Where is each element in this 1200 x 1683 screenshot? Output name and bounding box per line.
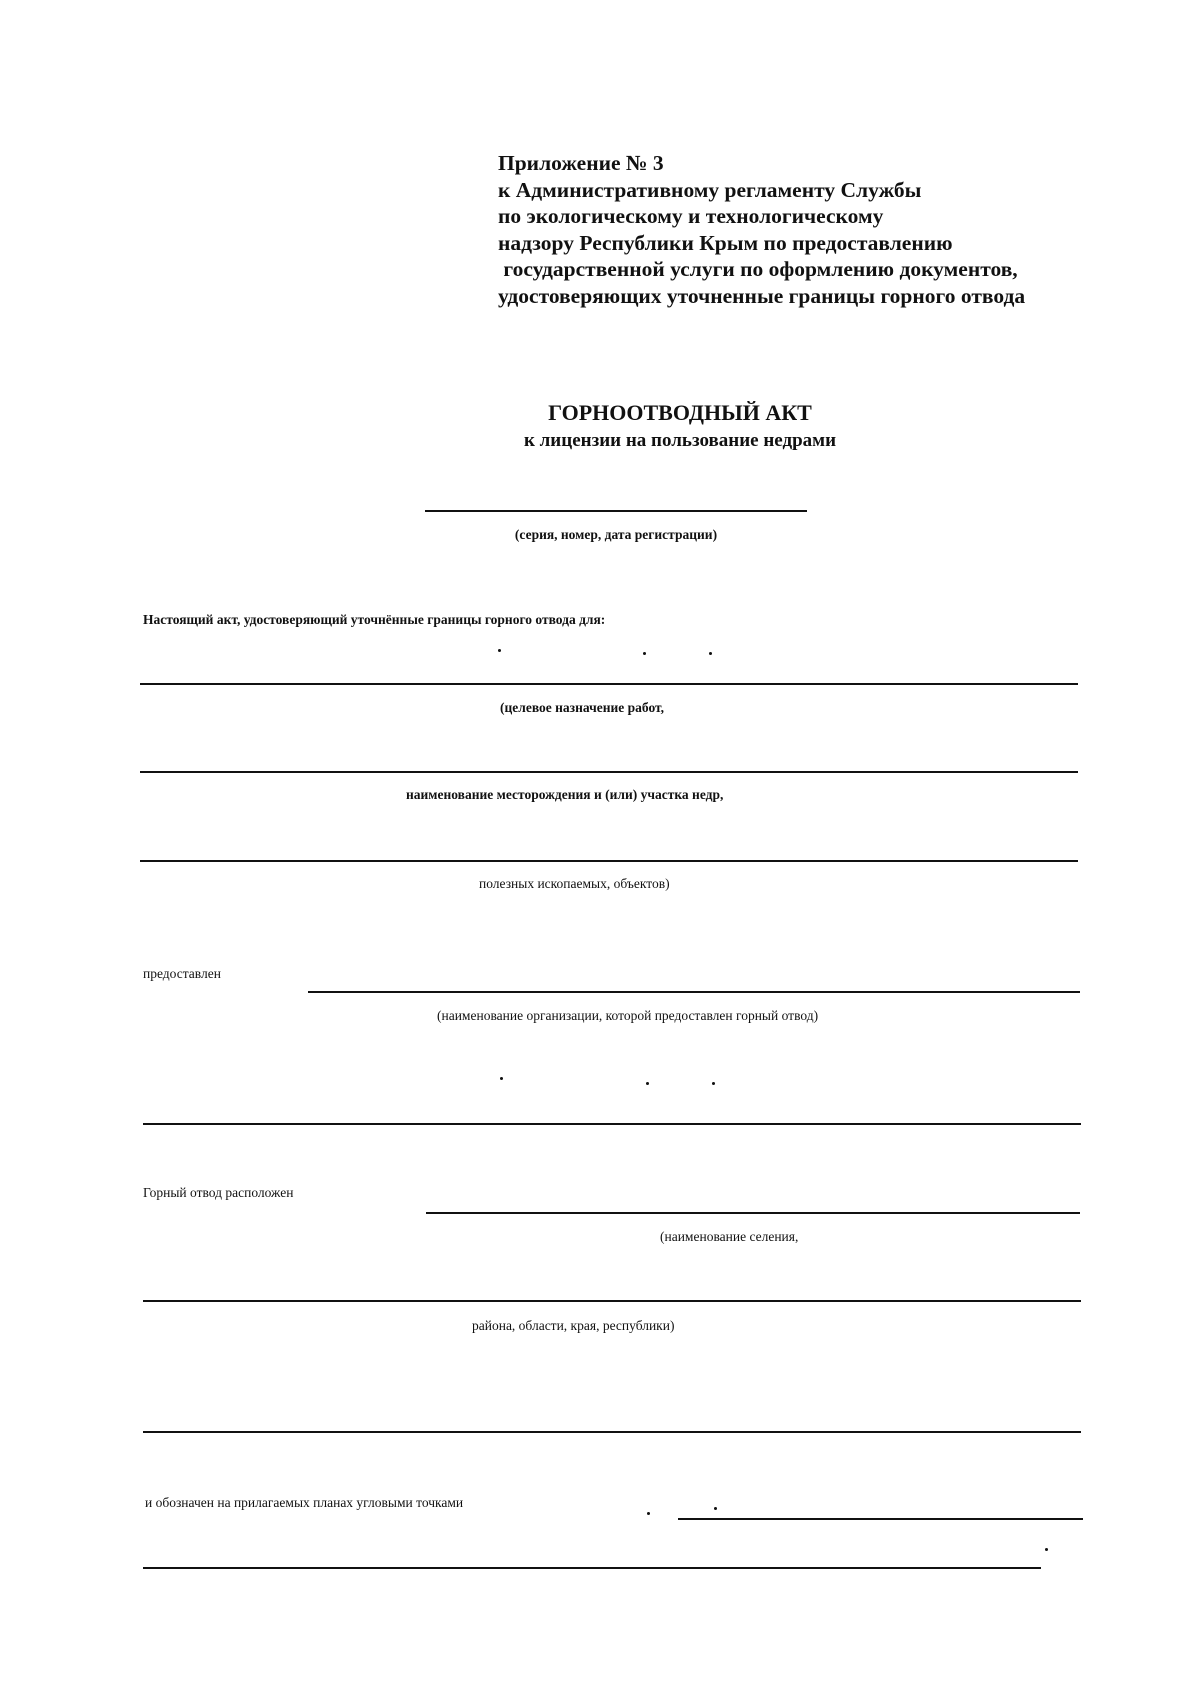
appendix-line: Приложение № 3 xyxy=(498,151,664,175)
scan-dot xyxy=(709,652,712,655)
region-caption: района, области, края, республики) xyxy=(472,1318,675,1333)
appendix-line: государственной услуги по оформлению документов, xyxy=(498,257,1018,281)
deposit-caption: наименование месторождения и (или) участка недр, xyxy=(406,787,724,802)
scan-dot xyxy=(643,652,646,655)
appendix-line: надзору Республики Крым по предоставлению xyxy=(498,230,953,255)
scan-dot xyxy=(714,1507,717,1510)
minerals-line[interactable] xyxy=(140,860,1078,862)
appendix-line: удостоверяющих уточненные границы горного отвода xyxy=(498,283,1026,308)
scan-dot xyxy=(712,1082,715,1085)
corner-points-label: и обозначен на прилагаемых планах угловыми точками xyxy=(145,1495,464,1510)
purpose-caption: (целевое назначение работ, xyxy=(500,700,665,715)
appendix-line: к Административному регламенту Службы xyxy=(498,177,922,202)
minerals-caption: полезных ископаемых, объектов) xyxy=(479,876,670,891)
scan-dot xyxy=(647,1512,650,1515)
organization-caption: (наименование организации, которой предоставлен горный отвод) xyxy=(437,1008,819,1023)
registration-caption: (серия, номер, дата регистрации) xyxy=(514,527,718,542)
scan-dot xyxy=(500,1077,503,1080)
purpose-line[interactable] xyxy=(140,683,1078,685)
appendix-header xyxy=(498,150,1025,309)
settlement-line[interactable] xyxy=(426,1212,1080,1214)
organization-line[interactable] xyxy=(308,991,1080,993)
location-label: Горный отвод расположен xyxy=(143,1185,294,1200)
document-title: ГОРНООТВОДНЫЙ АКТ xyxy=(548,400,812,425)
deposit-line[interactable] xyxy=(140,771,1078,773)
act-intro: Настоящий акт, удостоверяющий уточнённые границы горного отвода для: xyxy=(143,612,606,627)
settlement-caption: (наименование селения, xyxy=(660,1229,799,1244)
provided-label: предоставлен xyxy=(143,966,221,981)
appendix-line: по экологическому и технологическому xyxy=(498,204,884,228)
scan-dot xyxy=(1045,1548,1048,1551)
scan-dot xyxy=(646,1082,649,1085)
scan-dot xyxy=(498,649,501,652)
document-subtitle: к лицензии на пользование недрами xyxy=(523,430,837,451)
corner-points-line-continued[interactable] xyxy=(143,1567,1041,1569)
region-line[interactable] xyxy=(143,1300,1081,1302)
organization-line-continued[interactable] xyxy=(143,1123,1081,1125)
corner-points-line[interactable] xyxy=(678,1518,1083,1520)
registration-line[interactable] xyxy=(425,510,807,512)
extra-location-line[interactable] xyxy=(143,1431,1081,1433)
